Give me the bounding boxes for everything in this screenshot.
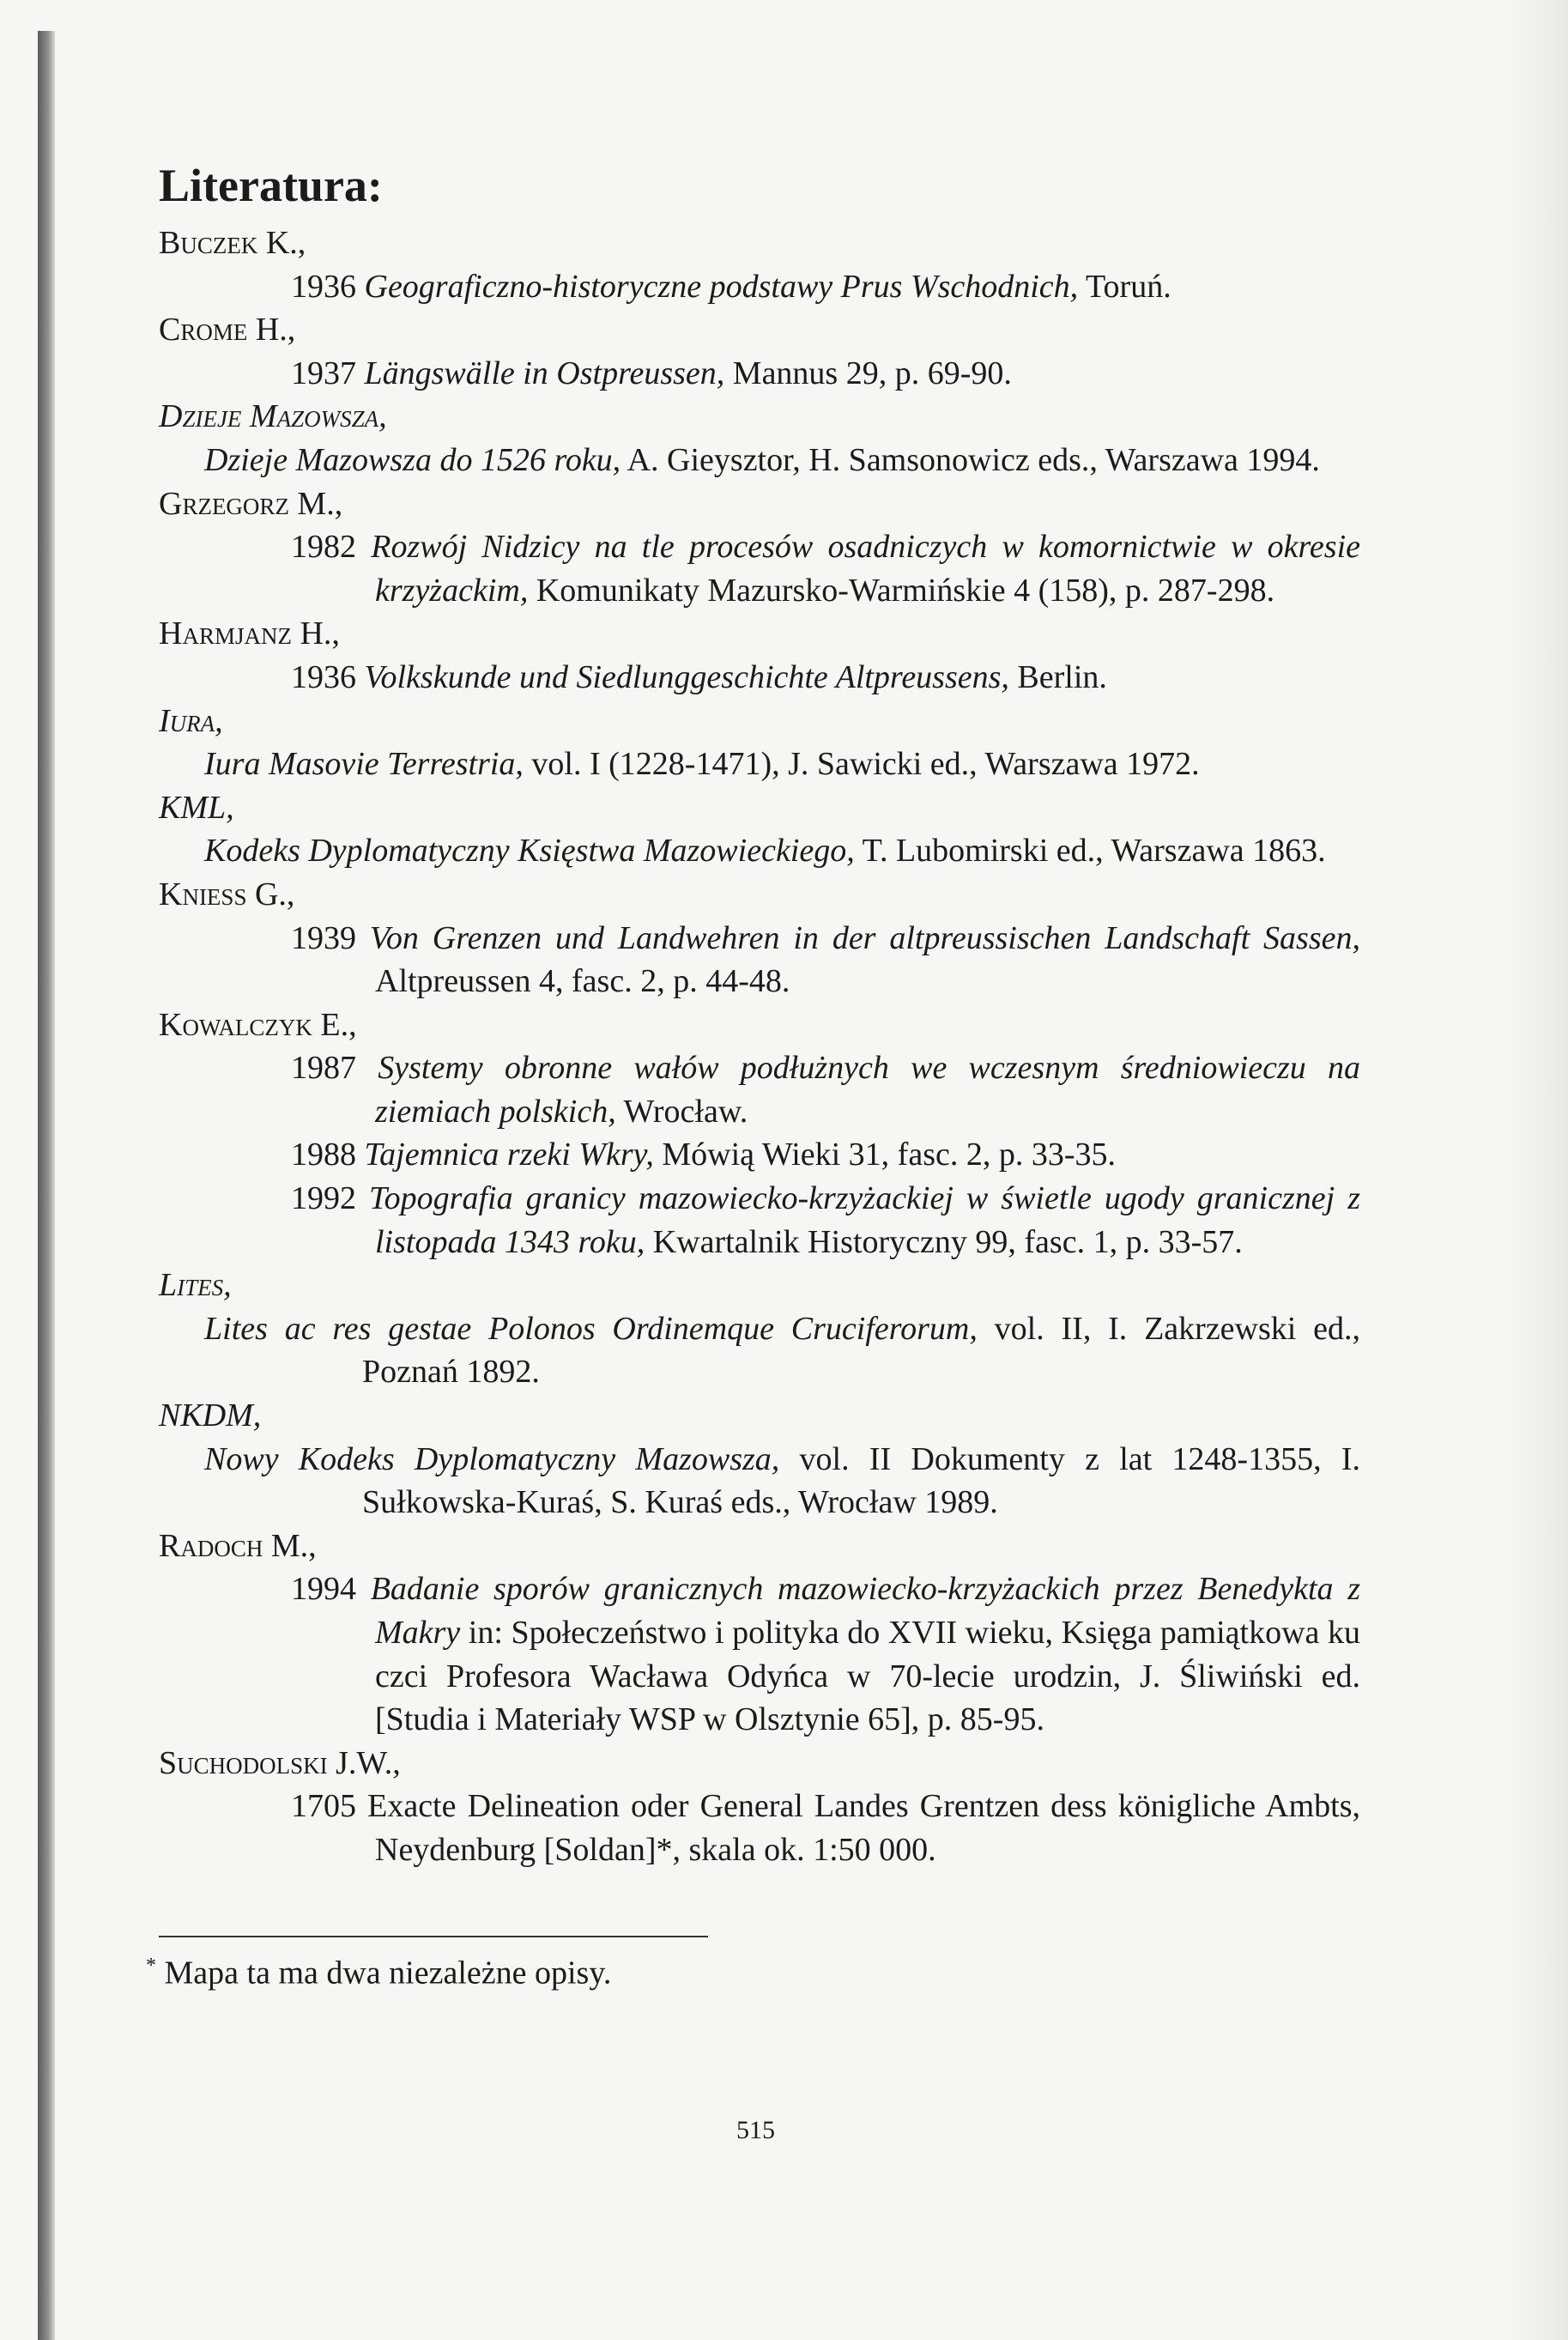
- source-abbreviation: Iura,: [159, 702, 223, 739]
- bibliography: [159, 158, 1360, 1872]
- page-number: 515: [736, 2116, 775, 2144]
- reference-item: Kodeks Dyplomatyczny Księstwa Mazowieckiego, T. Lubomirski ed., Warszawa 1863.: [204, 833, 1326, 870]
- author-name: Suchodolski J.W.,: [159, 1744, 401, 1781]
- bibliography-heading: Literatura:: [159, 160, 383, 211]
- reference-item: Dzieje Mazowsza do 1526 roku, A. Gieysztor, H. Samsonowicz eds., Warszawa 1994.: [204, 441, 1320, 478]
- reference-item: 1705 Exacte Delineation oder General Landes Grentzen dess königliche Ambts, Neydenburg [Soldan]*, skala ok. 1:50 000.: [291, 1788, 1360, 1868]
- source-abbreviation: Lites,: [159, 1267, 232, 1304]
- reference-item: 1992 Topografia granicy mazowiecko-krzyżackiej w świetle ugody granicznej z listopada 1343 roku, Kwartalnik Historyczny 99, fasc. 1, p. 33-57.: [291, 1180, 1360, 1260]
- author-name: Buczek K.,: [159, 225, 306, 261]
- reference-item: 1936 Volkskunde und Siedlunggeschichte Altpreussens, Berlin.: [291, 658, 1107, 695]
- source-abbreviation: NKDM,: [159, 1397, 262, 1434]
- footnote: * Mapa ta ma dwa niezależne opisy.: [146, 1955, 612, 1991]
- reference-item: 1939 Von Grenzen und Landwehren in der altpreussischen Landschaft Sassen, Altpreussen 4, fasc. 2, p. 44-48.: [291, 919, 1360, 1000]
- reference-item: Iura Masovie Terrestria, vol. I (1228-1471), J. Sawicki ed., Warszawa 1972.: [204, 746, 1200, 783]
- footnote-divider: [159, 1936, 708, 1937]
- page-edge-shadow: [1508, 0, 1568, 2340]
- reference-item: 1982 Rozwój Nidzicy na tle procesów osadniczych w komornictwie w okresie krzyżackim, Komunikaty Mazursko-Warmińskie 4 (158), p. 287-298.: [291, 529, 1360, 609]
- author-name: Radoch M.,: [159, 1527, 317, 1564]
- author-name: Harmjanz H.,: [159, 615, 340, 652]
- reference-item: 1936 Geograficzno-historyczne podstawy Prus Wschodnich, Toruń.: [291, 268, 1171, 305]
- reference-item: Lites ac res gestae Polonos Ordinemque Cruciferorum, vol. II, I. Zakrzewski ed., Poznań 1892.: [204, 1310, 1360, 1391]
- author-name: Kowalczyk E.,: [159, 1006, 357, 1043]
- source-abbreviation: Dzieje Mazowsza,: [159, 398, 387, 435]
- reference-item: Nowy Kodeks Dyplomatyczny Mazowsza, vol. II Dokumenty z lat 1248-1355, I. Sułkowska-Kuraś, S. Kuraś eds., Wrocław 1989.: [204, 1440, 1360, 1521]
- book-binding-shadow: [38, 31, 55, 2340]
- author-name: Crome H.,: [159, 312, 296, 349]
- author-name: Grzegorz M.,: [159, 485, 343, 522]
- source-abbreviation: KML,: [159, 789, 234, 826]
- author-name: Kniess G.,: [159, 876, 295, 912]
- reference-item: 1988 Tajemnica rzeki Wkry, Mówią Wieki 31, fasc. 2, p. 33-35.: [291, 1137, 1117, 1173]
- reference-item: 1987 Systemy obronne wałów podłużnych we wczesnym średniowieczu na ziemiach polskich, Wrocław.: [291, 1050, 1360, 1130]
- reference-item: 1994 Badanie sporów granicznych mazowiecko-krzyżackich przez Benedykta z Makry in: Społeczeństwo i polityka do XVII wieku, Księga pamiątkowa ku czci Profesora Wacława Odyńca w 70-lecie urodzin, J. Śliwiński ed. [Studia i Materiały WSP w Olsztynie 65], p. 85-95.: [291, 1571, 1360, 1738]
- reference-item: 1937 Längswälle in Ostpreussen, Mannus 29, p. 69-90.: [291, 355, 1012, 391]
